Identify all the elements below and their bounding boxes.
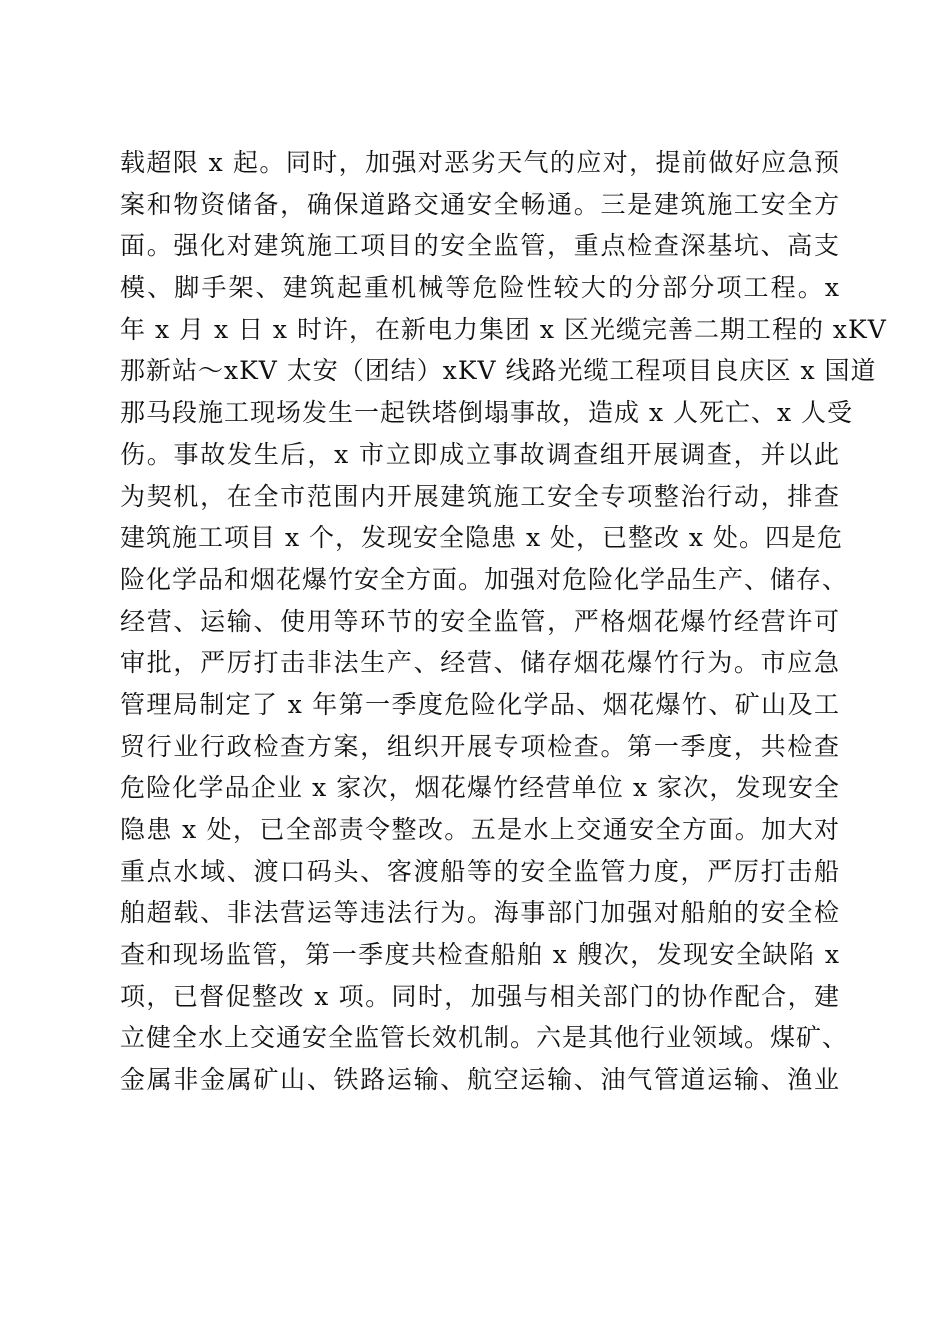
text-line: 面。强化对建筑施工项目的安全监管，重点检查深基坑、高支 xyxy=(120,231,840,261)
text-line: 伤。事故发生后，x 市立即成立事故调查组开展调查，并以此 xyxy=(120,439,840,469)
body-text xyxy=(120,142,887,1101)
text-line: 管理局制定了 x 年第一季度危险化学品、烟花爆竹、矿山及工 xyxy=(120,689,840,719)
text-line: 危险化学品企业 x 家次，烟花爆竹经营单位 x 家次，发现安全 xyxy=(120,773,840,803)
text-line: 模、脚手架、建筑起重机械等危险性较大的分部分项工程。x xyxy=(120,273,840,303)
text-line: 金属非金属矿山、铁路运输、航空运输、油气管道运输、渔业 xyxy=(120,1065,840,1095)
text-line: 审批，严厉打击非法生产、经营、储存烟花爆竹行为。市应急 xyxy=(120,648,840,678)
text-line: 案和物资储备，确保道路交通安全畅通。三是建筑施工安全方 xyxy=(120,189,840,219)
text-line: 贸行业行政检查方案，组织开展专项检查。第一季度，共检查 xyxy=(120,731,840,761)
text-line: 立健全水上交通安全监管长效机制。六是其他行业领域。煤矿、 xyxy=(120,1023,849,1053)
text-line: 那新站～xKV 太安（团结）xKV 线路光缆工程项目良庆区 x 国道 xyxy=(120,356,877,386)
text-line: 建筑施工项目 x 个，发现安全隐患 x 处，已整改 x 处。四是危 xyxy=(120,523,843,553)
text-line: 载超限 x 起。同时，加强对恶劣天气的应对，提前做好应急预 xyxy=(120,148,840,177)
text-line: 重点水域、渡口码头、客渡船等的安全监管力度，严厉打击船 xyxy=(120,856,840,886)
text-line: 那马段施工现场发生一起铁塔倒塌事故，造成 x 人死亡、x 人受 xyxy=(120,398,854,428)
text-line: 险化学品和烟花爆竹安全方面。加强对危险化学品生产、储存、 xyxy=(120,564,849,594)
text-line: 项，已督促整改 x 项。同时，加强与相关部门的协作配合，建 xyxy=(120,981,840,1011)
text-line: 为契机，在全市范围内开展建筑施工安全专项整治行动，排查 xyxy=(120,481,840,511)
text-line: 查和现场监管，第一季度共检查船舶 x 艘次，发现安全缺陷 x xyxy=(120,940,840,970)
text-line: 隐患 x 处，已全部责令整改。五是水上交通安全方面。加大对 xyxy=(120,815,840,844)
text-line: 舶超载、非法营运等违法行为。海事部门加强对船舶的安全检 xyxy=(120,898,840,928)
text-line: 经营、运输、使用等环节的安全监管，严格烟花爆竹经营许可 xyxy=(120,606,840,636)
text-line: 年 x 月 x 日 x 时许，在新电力集团 x 区光缆完善二期工程的 xKV xyxy=(120,314,887,344)
